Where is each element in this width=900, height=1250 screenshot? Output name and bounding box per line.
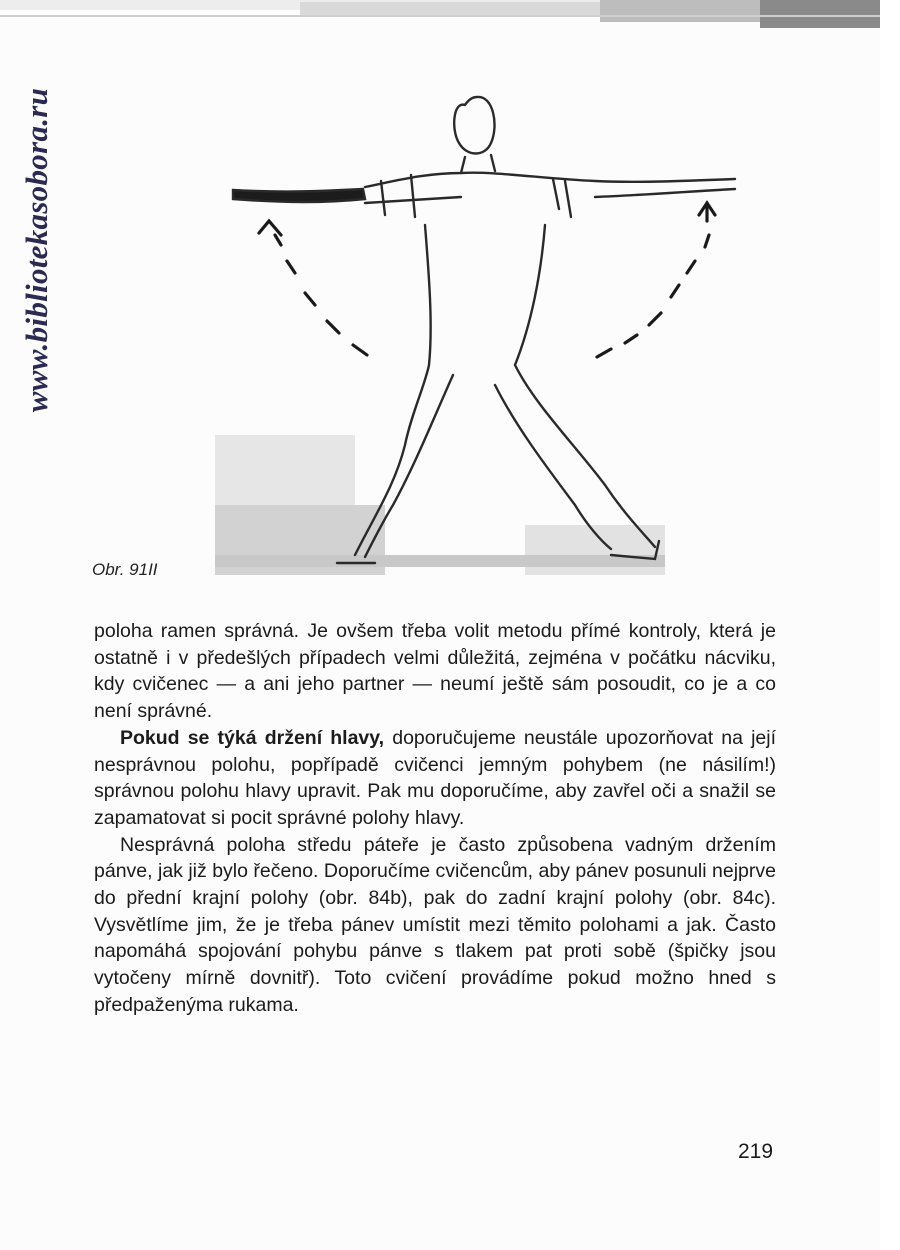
left-arm-motion-arrow (259, 221, 367, 355)
page-right-margin (880, 0, 900, 1250)
watermark-link[interactable] (12, 40, 62, 460)
paragraph-1: poloha ramen správná. Je ovšem třeba volit metodu přímé kontroly, která je ostatně i v předešlých případech velmi důležitá, zejména v počátku nácviku, kdy cvičenec — a ani jeho partner — neumí ještě sám posoudit, co je a co není správné. (94, 620, 776, 723)
paragraph-2-lead: Pokud se týká držení hlavy, (120, 726, 385, 749)
watermark-text[interactable]: www.bibliotekasobora.ru (19, 87, 54, 413)
paragraph-3: Nesprávná poloha středu páteře je často způsobena vadným držením pánve, jak již bylo řečeno. Doporučíme cvičencům, aby pánev posunuli nejprve do přední krajní polohy (obr. 84b), pak do zadní krajní polohy (obr. 84c). Vysvětlíme jim, že je třeba pánev umístit mezi těmito polohami a jak. Často napomáhá spojování pohybu pánve s tlakem pat proti sobě (špičky jsou vytočeny mírně dovnitř). Toto cvičení provádíme pokud možno hned s předpažen​ýma rukama. (94, 833, 776, 1016)
right-arm-motion-arrow (597, 203, 715, 357)
figure-background-shading (215, 435, 665, 575)
paragraph-2 (94, 725, 776, 832)
paragraph-2-body: doporučujeme neustále upozorňovat na její nesprávnou polohu, popřípadě cvičenci jemným pohybem (ne násilím!) správnou polohu hlavy upravit. Pak mu doporučíme, aby zavřel oči a snažil se zapamatovat si pocit správné polohy hlavy. (94, 726, 776, 829)
exercise-figure-illustration (215, 85, 775, 580)
figure-caption: Obr. 91II (92, 560, 158, 579)
page-number: 219 (738, 1140, 774, 1163)
body-text (94, 618, 776, 1019)
scan-edge-shadow (0, 0, 880, 30)
